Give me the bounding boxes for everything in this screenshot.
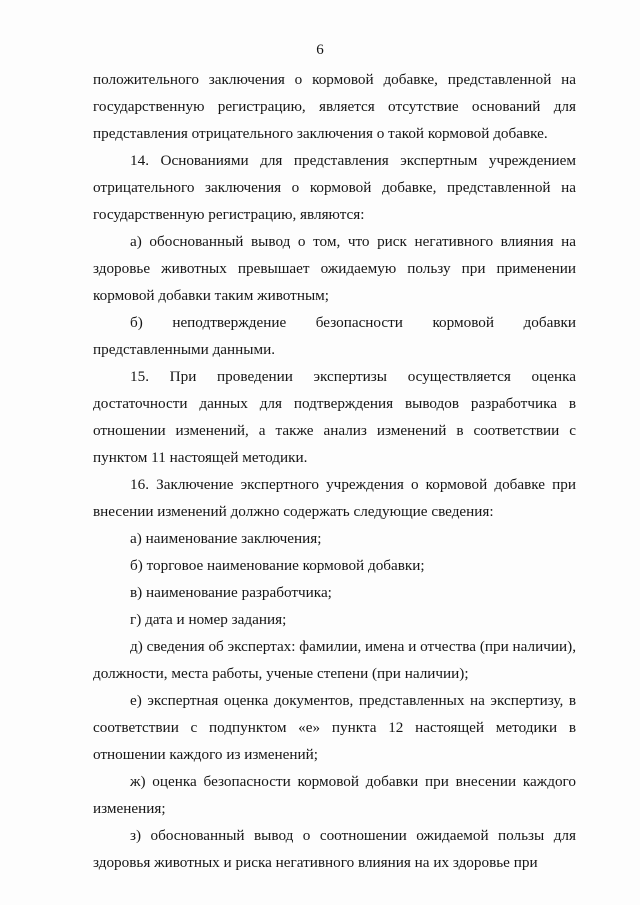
paragraph-item-14a: а) обоснованный вывод о том, что риск негативного влияния на здоровье животных превышает ожидаемую пользу при применении кормовой добавки таким животным; (93, 233, 576, 304)
document-body (93, 66, 576, 876)
paragraph-item-16a: а) наименование заключения; (130, 530, 322, 547)
paragraph-item-16g: г) дата и номер задания; (130, 611, 287, 628)
paragraph-item-16b: б) торговое наименование кормовой добавки; (130, 557, 425, 574)
paragraph-item-14b: б) неподтверждение безопасности кормовой добавки представленными данными. (93, 314, 576, 358)
paragraph-continuation: положительного заключения о кормовой добавке, представленной на государственную регистрацию, является отсутствие оснований для представления отрицательного заключения о такой кормовой добавке. (93, 71, 576, 142)
paragraph-item-16: 16. Заключение экспертного учреждения о кормовой добавке при внесении изменений должно содержать следующие сведения: (93, 476, 576, 520)
paragraph-item-16e: е) экспертная оценка документов, представленных на экспертизу, в соответствии с подпунктом «е» пункта 12 настоящей методики в отношении каждого из изменений; (93, 692, 576, 763)
page-number: 6 (316, 42, 324, 58)
paragraph-item-14: 14. Основаниями для представления экспертным учреждением отрицательного заключения о кормовой добавке, представленной на государственную регистрацию, являются: (93, 152, 576, 223)
paragraph-item-16v: в) наименование разработчика; (130, 584, 332, 601)
paragraph-item-16zh: ж) оценка безопасности кормовой добавки при внесении каждого изменения; (93, 773, 576, 817)
paragraph-item-15: 15. При проведении экспертизы осуществляется оценка достаточности данных для подтверждения выводов разработчика в отношении изменений, а также анализ изменений в соответствии с пунктом 11 настоящей методики. (93, 368, 576, 466)
paragraph-item-16d: д) сведения об экспертах: фамилии, имена и отчества (при наличии), должности, места работы, ученые степени (при наличии); (93, 638, 576, 682)
paragraph-item-16z: з) обоснованный вывод о соотношении ожидаемой пользы для здоровья животных и риска негативного влияния на их здоровье при (93, 827, 576, 871)
